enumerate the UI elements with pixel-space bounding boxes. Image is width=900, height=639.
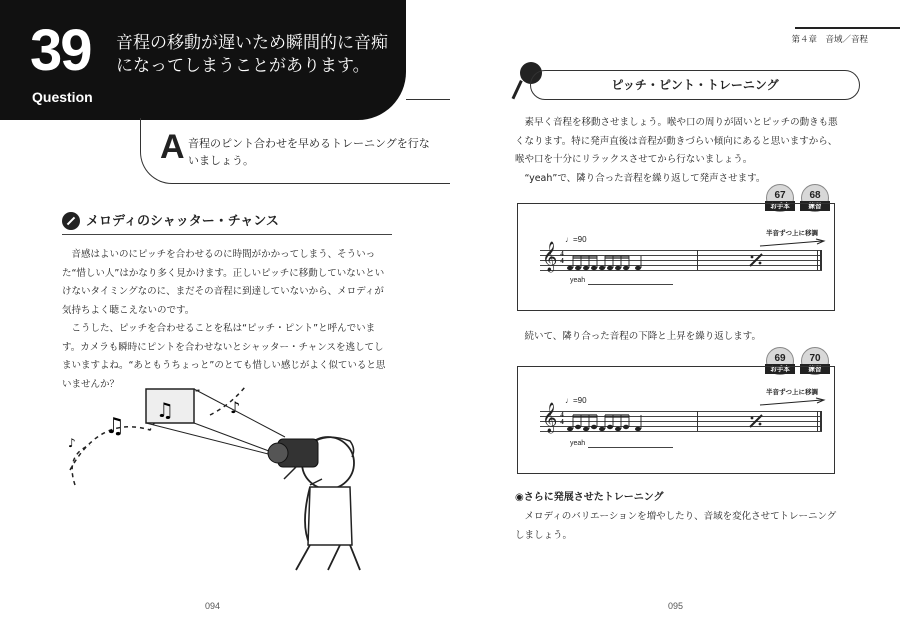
chapter-rule xyxy=(795,27,900,29)
track-label-model: お手本 xyxy=(765,364,795,374)
page-number-left: 094 xyxy=(205,601,221,611)
section-title-left: メロディのシャッター・チャンス xyxy=(86,213,279,229)
track-badge-69: 69 xyxy=(766,347,794,375)
modulation-note: 半音ずつ上に移調 xyxy=(766,388,818,396)
question-title: 音程の移動が遅いため瞬間的に音痴になってしまうことがあります。 xyxy=(116,33,388,76)
body-text-right xyxy=(515,114,845,188)
track-badge-70: 70 xyxy=(801,347,829,375)
section-heading-left xyxy=(62,212,279,230)
music-note-icon: ♪ xyxy=(68,436,76,450)
arrow-icon xyxy=(758,238,828,248)
tempo-marking: ♩=90 xyxy=(565,235,587,244)
treble-clef-icon: 𝄞 xyxy=(542,242,558,272)
chapter-label: 第４章 音域／音程 xyxy=(791,35,868,45)
header-rule xyxy=(406,99,450,100)
page-number-right: 095 xyxy=(668,601,684,611)
tempo-marking: ♩=90 xyxy=(565,396,587,405)
music-score-2 xyxy=(517,366,835,474)
paragraph-1: 音感はよいのにピッチを合わせるのに時間がかかってしまう、そういった“惜しい人”はかなり多く見かけます。正しいピッチに移動していないといけないタイミングなのに、まだその音程に到達していないから、メロディが気持ちよく聴こえないのです。 xyxy=(62,249,385,316)
paragraph-right-2: “yeah”で、隣り合った音程を繰り返して発声させます。 xyxy=(524,172,766,184)
photographer-illustration xyxy=(60,375,380,580)
repeat-measure-icon xyxy=(748,252,764,268)
lyric-syllable: yeah xyxy=(570,440,586,447)
bullet-heading: ◉さらに発展させたトレーニング xyxy=(515,492,664,503)
music-note-icon: ♫ xyxy=(156,398,174,422)
track-badge-68: 68 xyxy=(801,184,829,212)
repeat-measure-icon xyxy=(748,413,764,429)
note-group xyxy=(566,405,656,435)
answer-text: 音程のピント合わせを早めるトレーニングを行ないましょう。 xyxy=(188,137,430,167)
body-text-left xyxy=(62,246,392,394)
paragraph-right-1: 素早く音程を移動させましょう。喉や口の周りが固いとピッチの動きも悪くなります。特に発声直後は音程が動きづらい傾向にあると思いますから、喉や口を十分にリラックスさせてから行ないましょう。 xyxy=(515,117,838,166)
question-label: Question xyxy=(32,89,93,105)
time-signature: 4 4 xyxy=(560,411,564,426)
microphone-icon xyxy=(62,212,80,230)
track-label-practice: 練習 xyxy=(800,364,830,374)
modulation-note: 半音ずつ上に移調 xyxy=(766,229,818,237)
music-note-icon: ♪ xyxy=(230,398,241,417)
paragraph-2: こうした、ピッチを合わせることを私は“ピッチ・ピント”と呼んでいます。カメラも瞬時にピントを合わせないとシャッター・チャンスを逃してしまいますよね。“あともうちょっと”のとても惜しい感じがよく似ていると思いませんか？ xyxy=(62,323,386,390)
mid-instruction: 続いて、隣り合った音程の下降と上昇を繰り返します。 xyxy=(524,331,762,342)
track-label-practice: 練習 xyxy=(800,201,830,211)
track-badge-67: 67 xyxy=(766,184,794,212)
question-number: 39 xyxy=(30,18,91,83)
time-signature: 4 4 xyxy=(560,250,564,265)
music-note-icon: ♫ xyxy=(105,414,125,439)
note-group xyxy=(566,244,656,274)
treble-clef-icon: 𝄞 xyxy=(542,403,558,433)
answer-letter: A xyxy=(160,128,185,166)
bullet-text: メロディのバリエーションを増やしたり、音域を変化させてトレーニングしましょう。 xyxy=(515,511,837,541)
section-underline-left xyxy=(62,234,392,235)
section-title-right: ピッチ・ピント・トレーニング xyxy=(530,70,860,100)
track-label-model: お手本 xyxy=(765,201,795,211)
lyric-syllable: yeah xyxy=(570,277,586,284)
arrow-icon xyxy=(758,397,828,407)
music-score-1 xyxy=(517,203,835,311)
